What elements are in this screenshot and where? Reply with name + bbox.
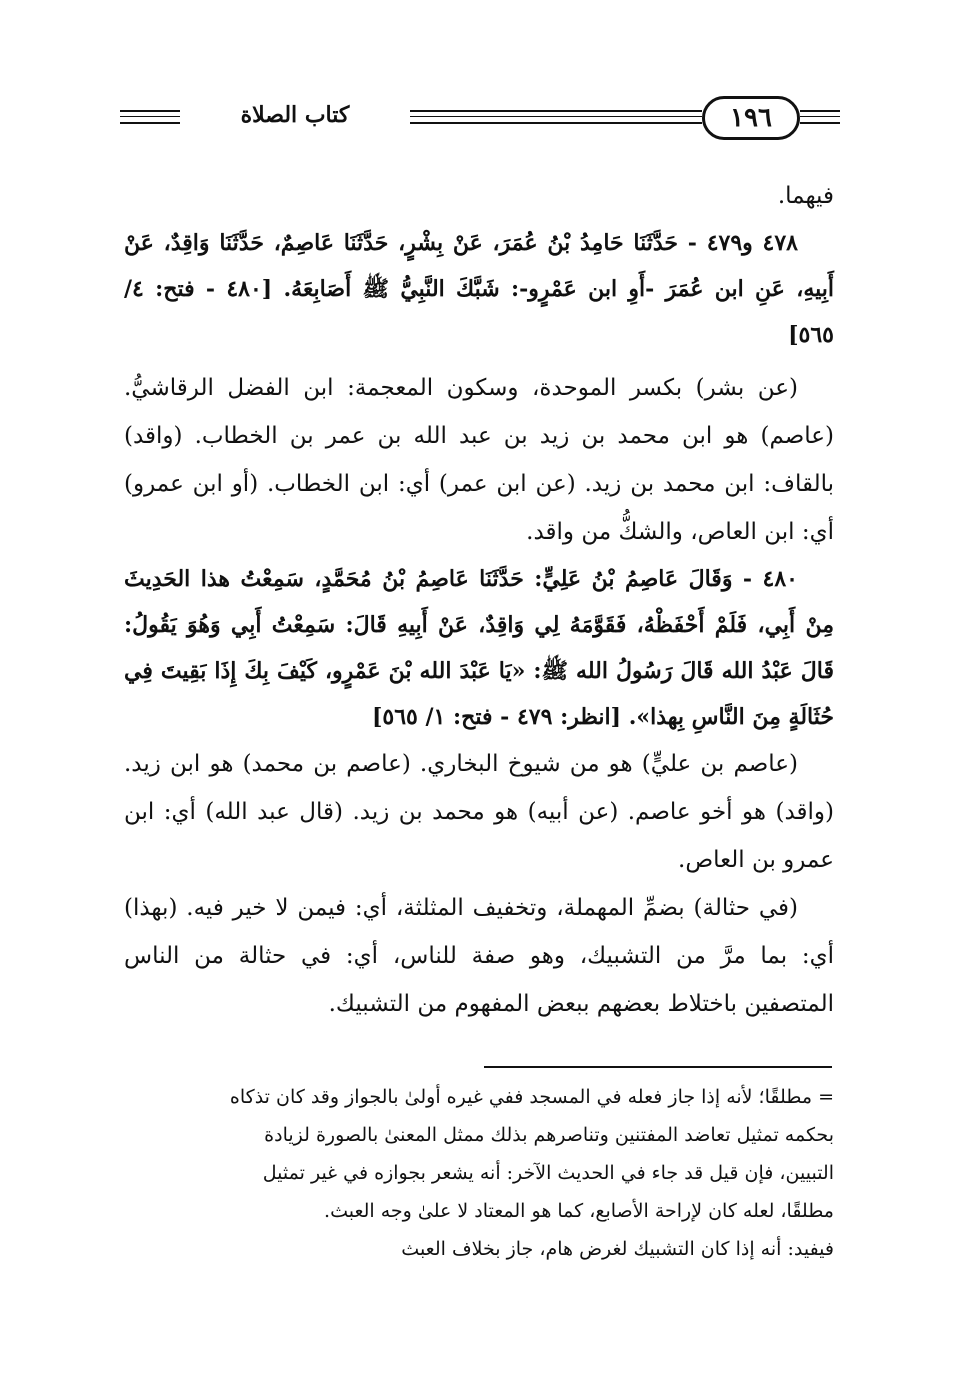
running-title: كتاب الصلاة <box>190 102 400 128</box>
commentary-480-meaning: (في حثالة) بضمِّ المهملة، وتخفيف المثلثة، أي: فيمن لا خير فيه. (بهذا) أي: بما مرَّ من التشبيك، وهو صفة للناس، أي: في حثالة من الناس المتصفين باختلاط بعضهم ببعض المفهوم من التشبيك. <box>124 895 834 1017</box>
header-rule-right-bottom <box>800 122 840 124</box>
header-rule-left <box>120 110 180 112</box>
hadith-478-479: ٤٧٨ و٤٧٩ - حَدَّثَنَا حَامِدُ بْنُ عُمَرَ، عَنْ بِشْرٍ، حَدَّثَنَا عَاصِمٌ، حَدَّثَنَا وَاقِدٌ، عَنْ أَبِيهِ، عَنِ ابن عُمَرَ -أَوِ ابن عَمْرٍو-: شَبَّكَ النَّبِيُّ ﷺ أَصَابِعَهُ. [٤٨٠ - فتح: ٤/ ٥٦٥] <box>124 230 834 348</box>
footnote-line: بحكمه تمثيل تعاضد المفتنين وتناصرهم بذلك ممثل المعنىٰ بالصورة لزيادة <box>264 1124 834 1146</box>
commentary-480-narrators: (عاصم بن عليٍّ) هو من شيوخ البخاري. (عاصم بن محمد) هو ابن زيد. (واقد) هو أخو عاصم. (عن أبيه) هو محمد بن زيد. (قال عبد الله) أي: ابن عمرو بن العاص. <box>124 751 834 873</box>
paragraph-continuation: فيهما. <box>777 183 834 209</box>
header-rule-left-thin <box>120 116 180 117</box>
footnote-line: = مطلقًا؛ لأنه إذا جاز فعله في المسجد ففي غيره أولىٰ بالجواز وقد كان تذكاه <box>229 1086 834 1108</box>
header-rule-middle-thin <box>410 116 702 117</box>
commentary-478-479: (عن بشر) بكسر الموحدة، وسكون المعجمة: ابن الفضل الرقاشيُّ. (عاصم) هو ابن محمد بن زيد بن عبد الله بن عمر بن الخطاب. (واقد) بالقاف: ابن محمد بن زيد. (عن ابن عمر) أي: ابن الخطاب. (أو ابن عمرو) أي: ابن العاص، والشكُّ من واقد. <box>124 375 834 545</box>
header-rule-middle <box>410 110 702 112</box>
footnote-line: التبيين، فإن قيل قد جاء في الحديث الآخر: أنه يشعر بجوازه في غير تمثيل <box>262 1162 834 1184</box>
footnote-line: فيفيد: أنه إذا كان التشبيك لغرض هام، جاز بخلاف العبث <box>401 1238 834 1260</box>
page-body <box>124 172 834 1028</box>
footnote-divider <box>484 1066 832 1068</box>
header-rule-right-thin <box>800 116 840 117</box>
header-rule-left-bottom <box>120 122 180 124</box>
page-header <box>120 96 840 146</box>
footnote <box>124 1078 834 1268</box>
footnote-line: مطلقًا، لعله كان لإراحة الأصابع، كما هو المعتاد لا علىٰ وجه العبث. <box>324 1200 834 1222</box>
hadith-480: ٤٨٠ - وَقَالَ عَاصِمُ بْنُ عَلِيٍّ: حَدَّثَنَا عَاصِمُ بْنُ مُحَمَّدٍ، سَمِعْتُ هذا الحَدِيثَ مِنْ أَبِي، فَلَمْ أَحْفَظْهُ، فَقَوَّمَهُ لِي وَاقِدٌ، عَنْ أَبِيهِ قَالَ: سَمِعْتُ أَبِي وَهُوَ يَقُولُ: قَالَ عَبْدُ الله قَالَ رَسُولُ الله ﷺ: «يَا عَبْدَ الله بْنَ عَمْرٍو، كَيْفَ بِكَ إِذَا بَقِيتَ فِي حُثَالَةٍ مِنَ النَّاسِ بِهذا». [انظر: ٤٧٩ - فتح: ١/ ٥٦٥] <box>124 566 834 730</box>
header-rule-middle-bottom <box>410 122 702 124</box>
page-number-badge: ١٩٦ <box>702 96 800 140</box>
header-rule-right <box>800 110 840 112</box>
